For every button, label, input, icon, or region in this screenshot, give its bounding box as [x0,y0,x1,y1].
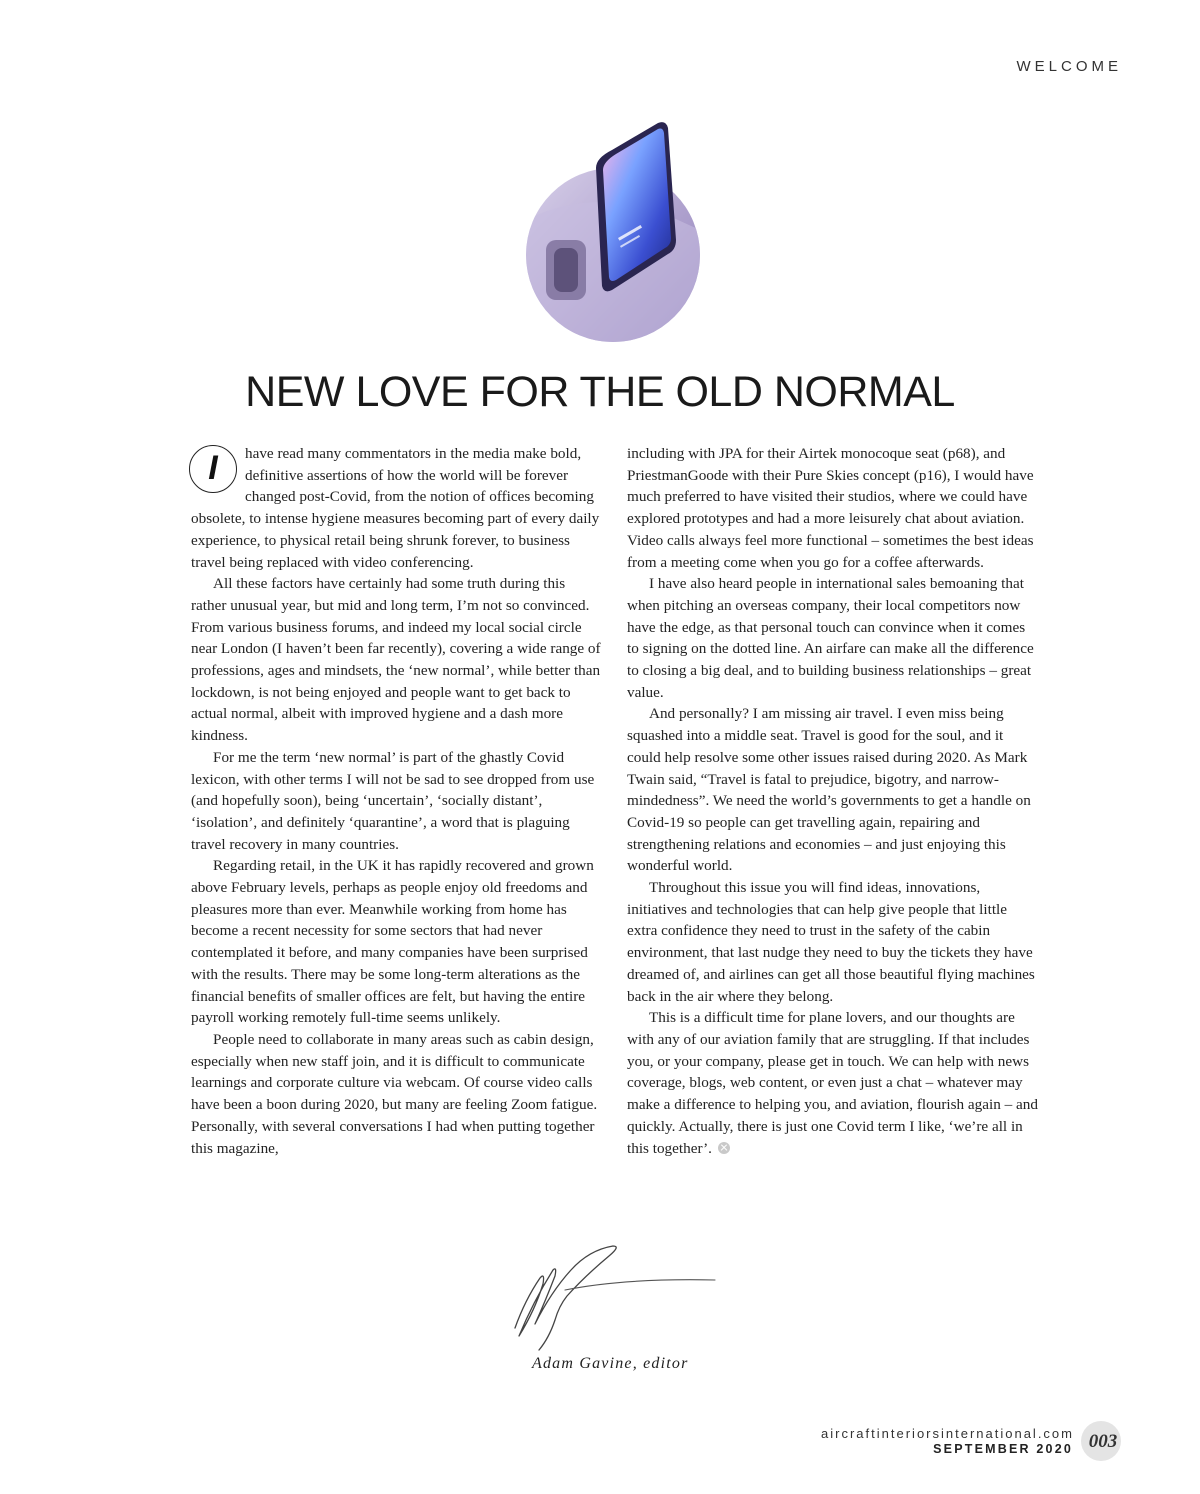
article-paragraph: People need to collaborate in many areas such as cabin design, especially when new staff join, and it is difficult to communicate learnings and corporate culture via webcam. Of course video calls have been a boon during 2020, but many are feeling Zoom fatigue. Personally, with several conversations I had when putting together this magazine, [191,1030,598,1157]
signoff-name: Adam Gavine, editor [532,1355,689,1372]
footer-website: aircraftinteriorsinternational.com [821,1426,1074,1441]
footer-issue-date: SEPTEMBER 2020 [933,1442,1073,1456]
article-paragraph: All these factors have certainly had some truth during this rather unusual year, but mid and long term, I’m not so convinced. From various business forums, and indeed my local social circle near London (I haven’t been far recently), covering a wide range of professions, ages and mindsets, the ‘new normal’, while better than lockdown, is not being enjoyed and people want to get back to actual normal, albeit with improved hygiene and a dash more kindness. [191,575,601,745]
article-paragraph: For me the term ‘new normal’ is part of the ghastly Covid lexicon, with other terms I will not be sad to see dropped from use (and hopefully soon), being ‘uncertain’, ‘socially distant’, ‘isolation’, and definitely ‘quarantine’, a word that is plaguing travel recovery in many countries. [191,748,595,853]
article-paragraph: including with JPA for their Airtek monocoque seat (p68), and PriestmanGoode with their Pure Skies concept (p16), I would have much preferred to have visited their studios, where we could have explored prototypes and had a more leisurely chat about aviation. Video calls always feel more functional – sometimes the best ideas from a meeting come when you go for a coffee afterwards. [627,445,1034,571]
article-paragraph: I have read many commentators in the media make bold, definitive assertions of how the world will be forever changed post-Covid, from the notion of offices becoming obsolete, to intense hygiene measures becoming part of every daily experience, to physical retail being shrunk forever, to business travel being replaced with video conferencing. [191,445,600,571]
editor-signature [505,1240,720,1355]
drop-cap: I [189,445,237,493]
article-column-left [191,443,603,1159]
hero-image [526,120,700,342]
page-number: 003 [1088,1431,1118,1452]
article-paragraph: Regarding retail, in the UK it has rapidly recovered and grown above February levels, perhaps as people enjoy old freedoms and pleasures more than ever. Meanwhile working from home has become a recent necessity for some sectors that had never contemplated it before, and many companies have been surprised with the results. There may be some long-term alterations as the financial benefits of smaller offices are felt, but having the entire payroll working remotely full-time seems unlikely. [191,857,594,1027]
end-of-article-icon [718,1142,730,1154]
article-paragraph: This is a difficult time for plane lovers, and our thoughts are with any of our aviation family that are struggling. If that includes you, or your company, please get in touch. We can help with news coverage, blogs, web content, or even just a chat – whatever may make a difference to helping you, and aviation, flourish again – and quickly. Actually, there is just one Covid term I like, ‘we’re all in this together’. [627,1009,1038,1157]
article-paragraph: Throughout this issue you will find ideas, innovations, initiatives and technologies that can help give people that little extra confidence they need to trust in the safety of the cabin environment, that last nudge they need to buy the tickets they have dreamed of, and airlines can get all those beautiful flying machines back in the air where they belong. [627,879,1035,1005]
article-paragraph: And personally? I am missing air travel. I even miss being squashed into a middle seat. Travel is good for the soul, and it could help resolve some other issues raised during 2020. As Mark Twain said, “Travel is fatal to prejudice, bigotry, and narrow-mindedness”. We need the world’s governments to get a handle on Covid-19 so people can get travelling again, repairing and strengthening relations and economies – and just enjoying this wonderful world. [627,705,1031,875]
article-title: NEW LOVE FOR THE OLD NORMAL [245,368,955,416]
article-paragraph: I have also heard people in international sales bemoaning that when pitching an overseas company, their local competitors now have the edge, as that personal touch can convince when it comes to signing on the dotted line. An airfare can make all the difference to closing a big deal, and to building business relationships – great value. [627,575,1034,701]
section-label: WELCOME [1016,58,1122,75]
article-column-right [627,443,1039,1159]
